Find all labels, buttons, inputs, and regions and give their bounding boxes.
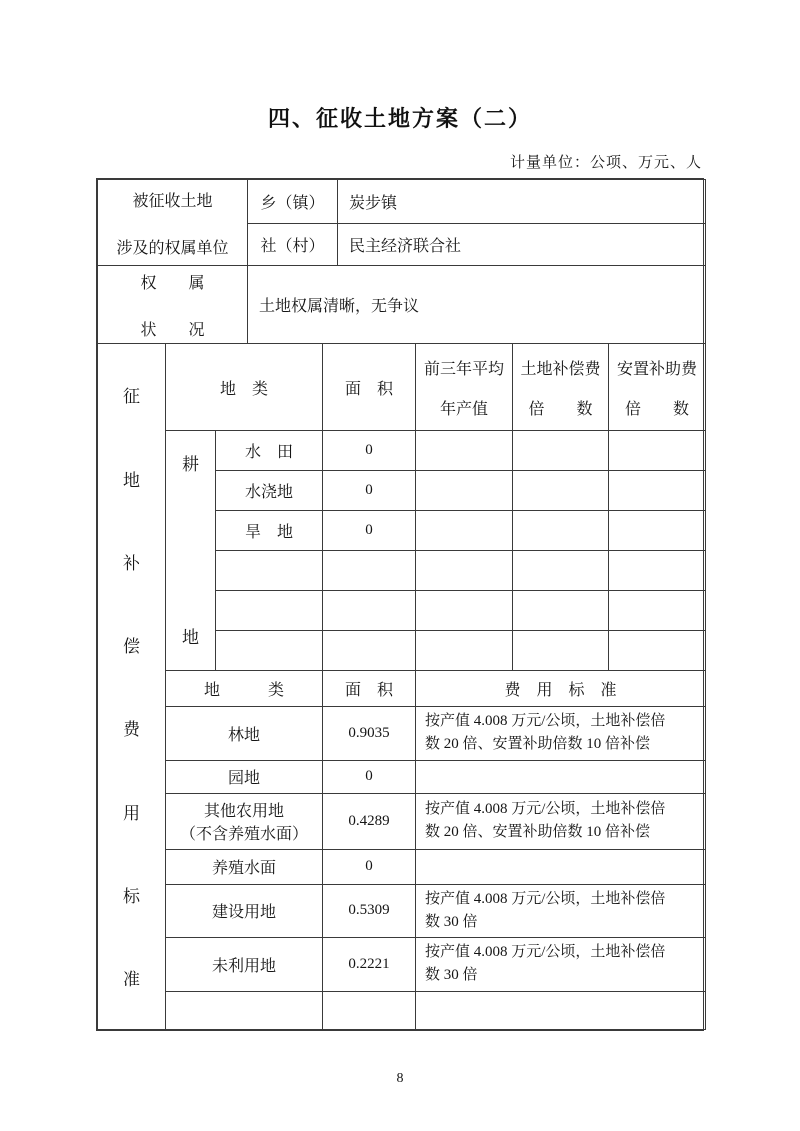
land-type-cell xyxy=(166,991,323,1029)
resettle-multiple-cell xyxy=(609,631,706,671)
side-label-vertical xyxy=(98,353,165,1019)
output-cell xyxy=(416,431,513,471)
area-cell: 0.5309 xyxy=(323,884,416,938)
township-key-cell: 乡（镇） xyxy=(248,180,338,224)
table-row xyxy=(98,793,706,849)
resettle-multiple-cell xyxy=(609,511,706,551)
area-cell: 0.9035 xyxy=(323,707,416,761)
table-row xyxy=(98,938,706,992)
land-type-line1: 园地 xyxy=(228,770,261,787)
area-cell xyxy=(323,551,416,591)
compensation-table xyxy=(97,343,706,1030)
header-land-comp-line2: 倍 数 xyxy=(528,400,593,418)
area-cell: 0 xyxy=(323,471,416,511)
ownership-units-label-cell xyxy=(98,180,248,266)
land-type-line1: 未利用地 xyxy=(212,957,277,975)
ownership-table xyxy=(97,179,706,344)
side-label-char: 标 xyxy=(123,886,140,906)
land-type-cell xyxy=(166,793,323,849)
output-cell xyxy=(416,591,513,631)
area-cell: 0.2221 xyxy=(323,938,416,992)
area-cell xyxy=(323,591,416,631)
sub-header-land-type: 地 类 xyxy=(166,671,323,707)
area-cell: 0 xyxy=(323,760,416,793)
document-content xyxy=(96,151,704,1087)
header-resettle-line1: 安置补助费 xyxy=(617,360,698,378)
land-multiple-cell xyxy=(513,471,609,511)
table-row xyxy=(98,849,706,884)
table-row xyxy=(98,707,706,761)
fee-standard-cell: 按产值 4.008 万元/公顷，土地补偿倍数 20 倍、安置补助倍数 10 倍补偿 xyxy=(416,707,706,761)
resettle-multiple-cell xyxy=(609,471,706,511)
land-type-line1: 其他农用地 xyxy=(204,803,285,820)
tenure-status-label-cell xyxy=(98,266,248,344)
fee-standard-cell xyxy=(416,849,706,884)
land-type-cell xyxy=(166,849,323,884)
township-value-cell: 炭步镇 xyxy=(338,180,706,224)
tenure-status-label-line2: 状 况 xyxy=(140,321,205,339)
side-label-char: 征 xyxy=(123,387,140,407)
area-cell: 0 xyxy=(323,431,416,471)
fee-standard-cell xyxy=(416,760,706,793)
group-label-char: 耕 xyxy=(182,454,199,474)
land-type-cell xyxy=(216,551,323,591)
resettle-multiple-cell xyxy=(609,591,706,631)
header-area: 面 积 xyxy=(323,344,416,431)
tenure-status-label-line1: 权 属 xyxy=(140,274,205,292)
header-avg-output xyxy=(416,344,513,431)
sub-header-area: 面 积 xyxy=(323,671,416,707)
area-cell xyxy=(323,991,416,1029)
land-type-cell xyxy=(166,884,323,938)
header-land-type: 地 类 xyxy=(166,344,323,431)
side-label-char: 准 xyxy=(123,970,140,990)
table-row xyxy=(98,991,706,1029)
land-multiple-cell xyxy=(513,511,609,551)
village-key-cell: 社（村） xyxy=(248,224,338,266)
output-cell xyxy=(416,511,513,551)
land-type-cell xyxy=(216,591,323,631)
header-resettle-line2: 倍 数 xyxy=(625,400,690,418)
table-row xyxy=(98,760,706,793)
land-type-cell xyxy=(166,707,323,761)
land-plan-table-wrapper xyxy=(96,178,704,1031)
table-row xyxy=(98,180,706,224)
cultivated-group-label-cell xyxy=(166,431,216,671)
resettle-multiple-cell xyxy=(609,431,706,471)
land-multiple-cell xyxy=(513,591,609,631)
side-label-char: 用 xyxy=(123,803,140,823)
land-type-line2: （不含养殖水面） xyxy=(180,826,309,843)
table-row xyxy=(98,266,706,344)
fee-standard-cell: 按产值 4.008 万元/公顷，土地补偿倍数 30 倍 xyxy=(416,884,706,938)
page-number: 8 xyxy=(396,1070,404,1086)
side-label-char: 偿 xyxy=(123,637,140,657)
fee-standard-cell: 按产值 4.008 万元/公顷，土地补偿倍数 20 倍、安置补助倍数 10 倍补偿 xyxy=(416,793,706,849)
land-type-cell xyxy=(216,631,323,671)
group-label-char: 地 xyxy=(182,627,199,647)
land-multiple-cell xyxy=(513,631,609,671)
cultivated-group-vertical xyxy=(166,434,215,668)
page-title: 四、征收土地方案（二） xyxy=(267,106,532,131)
header-avg-output-line2: 年产值 xyxy=(440,400,489,418)
table-row xyxy=(98,344,706,431)
unit-note: 计量单位：公项、万元、人 xyxy=(509,155,702,171)
area-cell xyxy=(323,631,416,671)
land-type-line1: 养殖水面 xyxy=(212,860,277,877)
land-type-cell: 旱 地 xyxy=(216,511,323,551)
side-label-char: 地 xyxy=(123,470,140,490)
output-cell xyxy=(416,631,513,671)
land-multiple-cell xyxy=(513,551,609,591)
land-type-cell xyxy=(166,938,323,992)
table-row xyxy=(98,431,706,471)
resettle-multiple-cell xyxy=(609,551,706,591)
land-type-line1: 林地 xyxy=(228,726,261,744)
section-side-label-cell xyxy=(98,344,166,1030)
header-land-comp-multiple xyxy=(513,344,609,431)
header-resettle-multiple xyxy=(609,344,706,431)
ownership-units-label-line1: 被征收土地 xyxy=(132,192,213,210)
tenure-status-value-cell: 土地权属清晰，无争议 xyxy=(248,266,706,344)
side-label-char: 费 xyxy=(123,720,140,740)
village-value-cell: 民主经济联合社 xyxy=(338,224,706,266)
land-type-cell xyxy=(166,760,323,793)
table-row xyxy=(98,671,706,707)
ownership-units-label-line2: 涉及的权属单位 xyxy=(116,239,229,257)
header-land-comp-line1: 土地补偿费 xyxy=(520,360,601,378)
table-row xyxy=(98,884,706,938)
land-type-cell: 水浇地 xyxy=(216,471,323,511)
land-type-line1: 建设用地 xyxy=(212,904,277,922)
area-cell: 0.4289 xyxy=(323,793,416,849)
area-cell: 0 xyxy=(323,849,416,884)
land-multiple-cell xyxy=(513,431,609,471)
output-cell xyxy=(416,471,513,511)
area-cell: 0 xyxy=(323,511,416,551)
land-type-cell: 水 田 xyxy=(216,431,323,471)
fee-standard-cell: 按产值 4.008 万元/公顷，土地补偿倍数 30 倍 xyxy=(416,938,706,992)
side-label-char: 补 xyxy=(123,553,140,573)
header-avg-output-line1: 前三年平均 xyxy=(424,360,505,378)
fee-standard-cell xyxy=(416,991,706,1029)
sub-header-fee-standard: 费 用 标 准 xyxy=(416,671,706,707)
output-cell xyxy=(416,551,513,591)
